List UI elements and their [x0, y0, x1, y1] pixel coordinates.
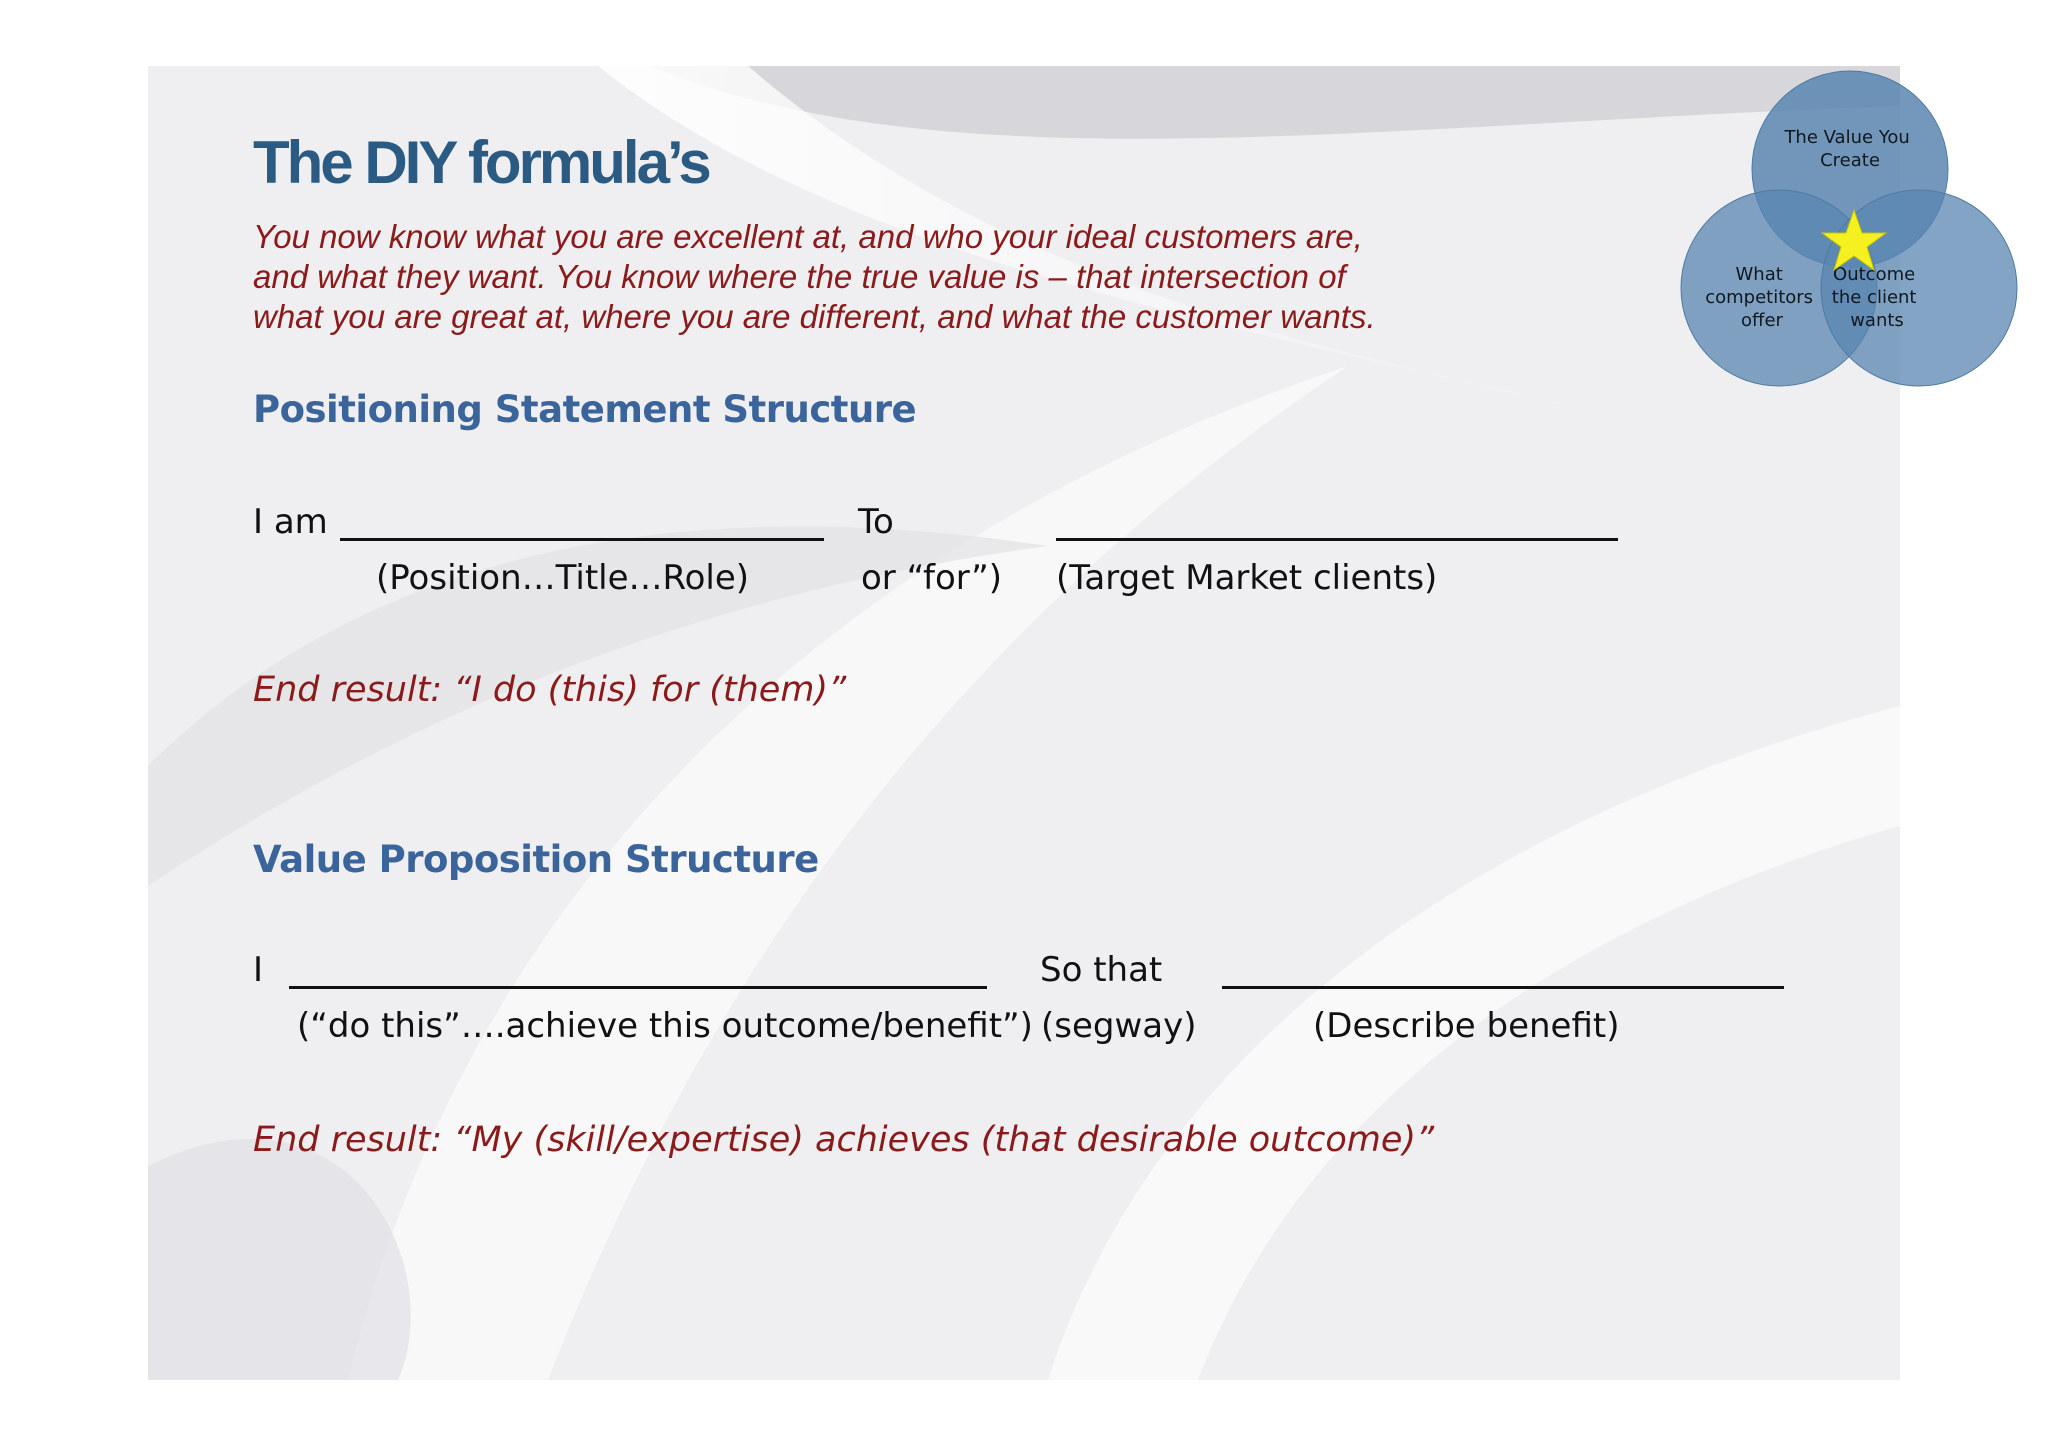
benefit-blank[interactable]: [1222, 986, 1784, 989]
intro-line-3: what you are great at, where you are different, and what the customer wants.: [253, 298, 1376, 335]
segway-label: (segway): [1041, 1006, 1197, 1046]
position-hint: (Position…Title…Role): [376, 558, 750, 598]
to-label: To: [858, 502, 894, 542]
venn-top-label-2: Create: [1820, 150, 1880, 171]
slide: [148, 66, 1917, 1380]
i-am-label: I am: [253, 502, 328, 542]
position-blank[interactable]: [340, 538, 824, 541]
do-this-blank[interactable]: [289, 986, 987, 989]
benefit-hint: (Describe benefit): [1313, 1006, 1620, 1046]
venn-right-label-1: Outcome: [1833, 264, 1916, 285]
target-hint: (Target Market clients): [1056, 558, 1438, 598]
venn-right-label-3: wants: [1850, 310, 1904, 331]
positioning-heading: Positioning Statement Structure: [253, 388, 917, 431]
value-prop-heading: Value Proposition Structure: [253, 838, 819, 881]
i-label: I: [253, 950, 264, 990]
venn-left-label-2: competitors: [1705, 287, 1814, 308]
intro-line-2: and what they want. You know where the true value is – that intersection of: [253, 258, 1346, 295]
target-blank[interactable]: [1056, 538, 1618, 541]
so-that-label: So that: [1040, 950, 1163, 990]
value-prop-end-result: End result: “My (skill/expertise) achieves (that desirable outcome)”: [253, 1120, 1435, 1160]
venn-left-label-3: offer: [1741, 310, 1783, 331]
venn-right-label-2: the client: [1831, 287, 1917, 308]
value-venn-diagram: [1534, 66, 1917, 402]
do-this-hint: (“do this”….achieve this outcome/benefit”): [297, 1006, 1033, 1046]
venn-left-label-1: What: [1735, 264, 1783, 285]
or-for-label: or “for”): [861, 558, 1003, 598]
page-title: The DIY formula’s: [253, 129, 709, 196]
positioning-end-result: End result: “I do (this) for (them)”: [253, 670, 847, 710]
venn-top-label-1: The Value You: [1784, 127, 1910, 148]
intro-line-1: You now know what you are excellent at, and who your ideal customers are,: [253, 218, 1363, 255]
